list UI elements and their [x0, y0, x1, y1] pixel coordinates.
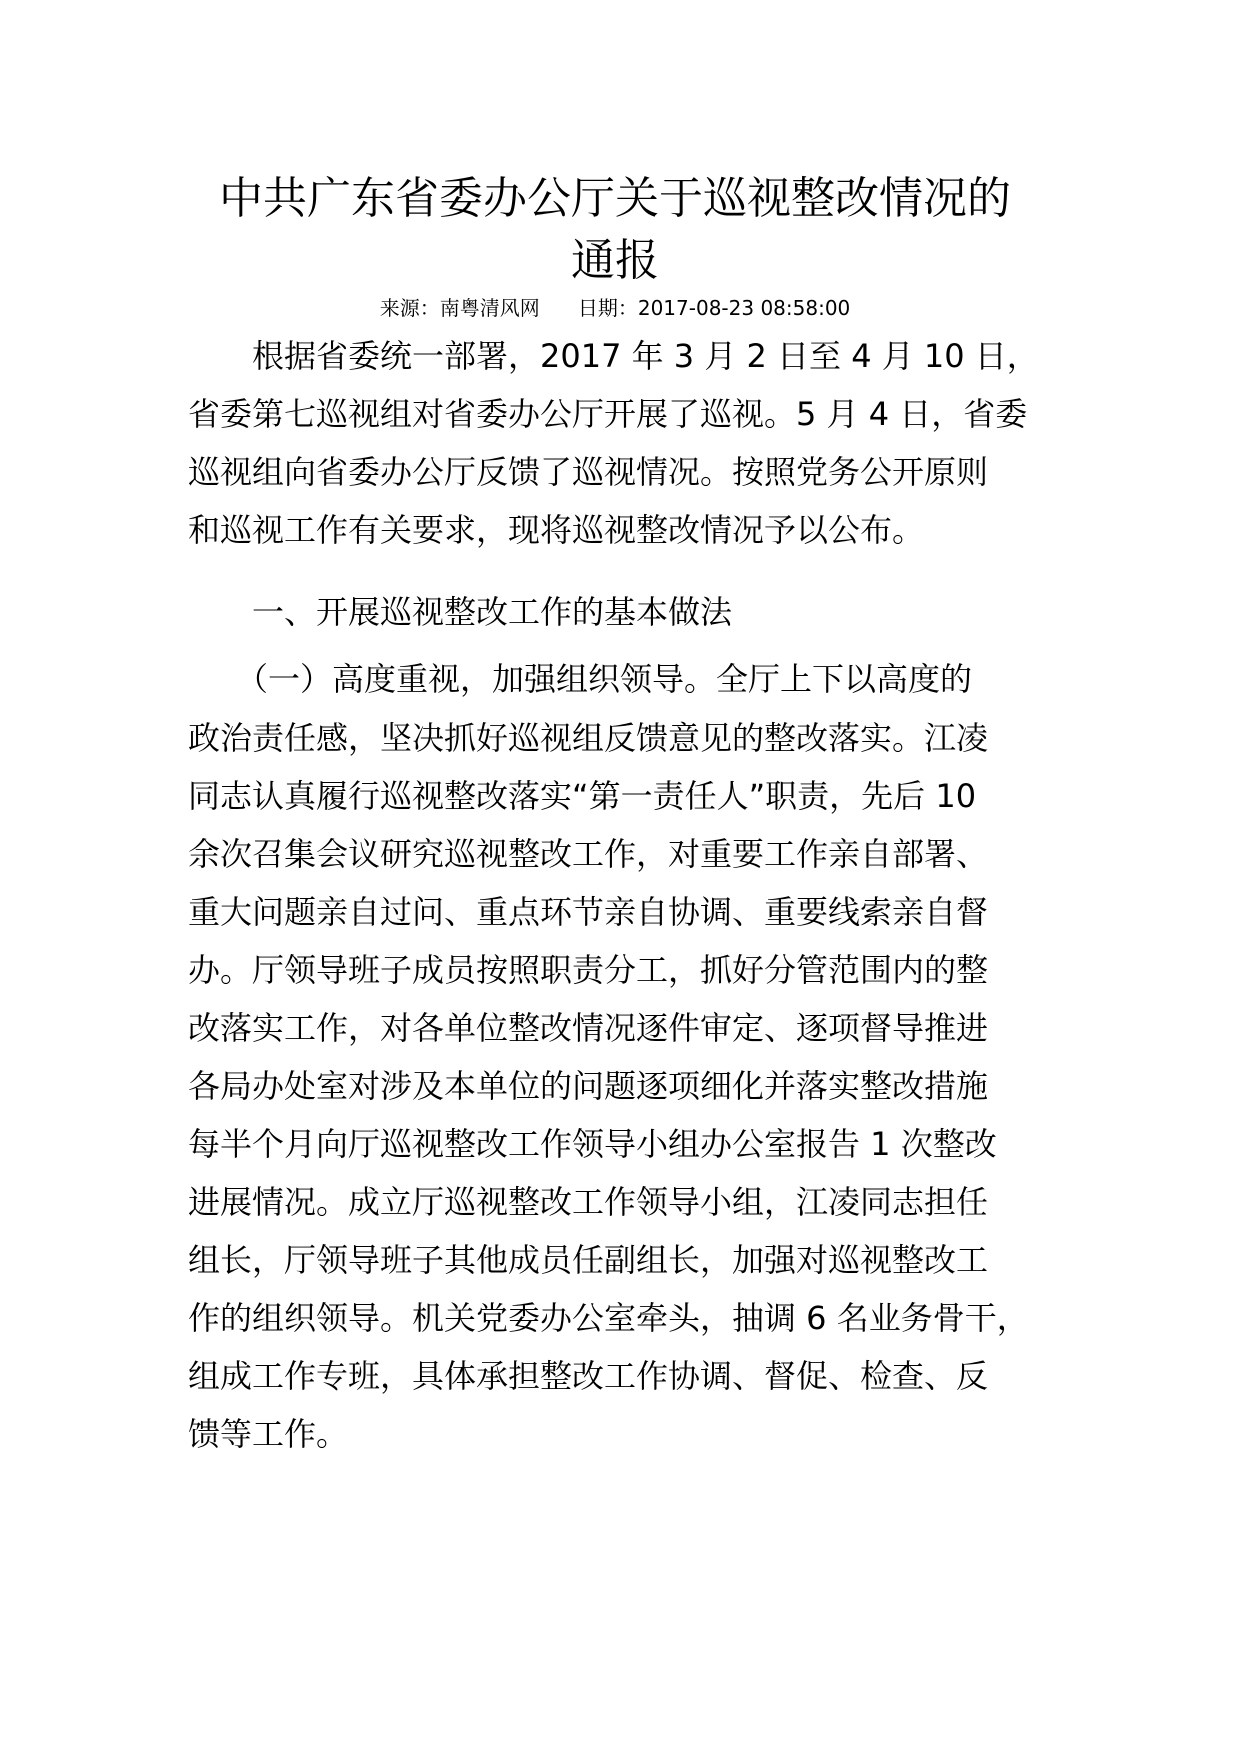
meta-gap: [540, 296, 578, 320]
body-line: （一）高度重视，加强组织领导。全厅上下以高度的: [188, 660, 973, 698]
source-name: 南粤清风网: [439, 296, 540, 320]
body-line: 每半个月向厅巡视整改工作领导小组办公室报告 1 次整改: [188, 1125, 997, 1163]
document-title-line-2: 通报: [571, 235, 659, 286]
body-line: 改落实工作，对各单位整改情况逐件审定、逐项督导推进: [188, 1009, 989, 1047]
publish-date: 2017-08-23 08:58:00: [637, 296, 851, 320]
body-line: 进展情况。成立厅巡视整改工作领导小组，江凌同志担任: [188, 1183, 989, 1221]
date-label: 日期：: [577, 296, 638, 320]
source-label: 来源：: [379, 296, 440, 320]
body-line: 作的组织领导。机关党委办公室牵头，抽调 6 名业务骨干，: [188, 1299, 1029, 1337]
body-line: 根据省委统一部署，2017 年 3 月 2 日至 4 月 10 日，: [188, 337, 1039, 375]
section-heading: 一、开展巡视整改工作的基本做法: [188, 593, 733, 631]
body-line: 余次召集会议研究巡视整改工作，对重要工作亲自部署、: [188, 835, 989, 873]
body-line: 同志认真履行巡视整改落实“第一责任人”职责，先后 10: [188, 777, 977, 815]
body-line: 省委第七巡视组对省委办公厅开展了巡视。5 月 4 日，省委: [188, 395, 1028, 433]
body-line: 组长，厅领导班子其他成员任副组长，加强对巡视整改工: [188, 1241, 989, 1279]
document-title-line-1: 中共广东省委办公厅关于巡视整改情况的: [219, 173, 1011, 224]
body-line: 办。厅领导班子成员按照职责分工，抓好分管范围内的整: [188, 951, 989, 989]
body-line: 各局办处室对涉及本单位的问题逐项细化并落实整改措施: [188, 1067, 989, 1105]
body-line: 馈等工作。: [188, 1415, 349, 1453]
body-line: 组成工作专班，具体承担整改工作协调、督促、检查、反: [188, 1357, 989, 1395]
body-line: 重大问题亲自过问、重点环节亲自协调、重要线索亲自督: [188, 893, 989, 931]
body-line: 和巡视工作有关要求，现将巡视整改情况予以公布。: [188, 511, 925, 549]
body-line: 政治责任感，坚决抓好巡视组反馈意见的整改落实。江凌: [188, 719, 989, 757]
body-line: 巡视组向省委办公厅反馈了巡视情况。按照党务公开原则: [188, 453, 989, 491]
document-meta: [190, 294, 1040, 322]
